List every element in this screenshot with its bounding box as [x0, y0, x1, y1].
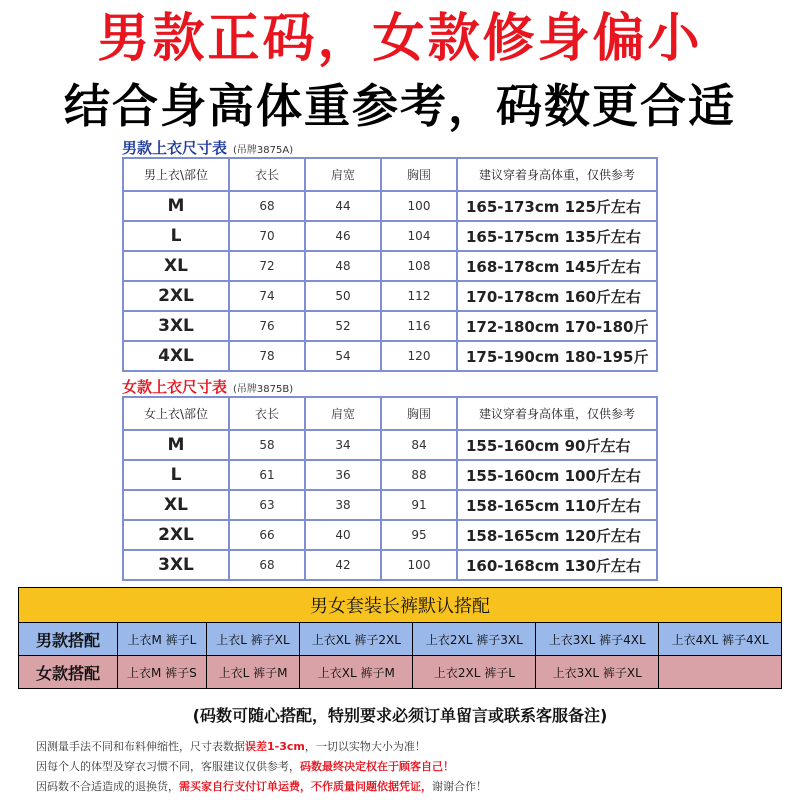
chest-cell: 91 [381, 490, 457, 520]
table-row [123, 341, 657, 371]
men-combo-cell: 上衣2XL 裤子3XL [413, 623, 536, 656]
length-cell: 63 [229, 490, 305, 520]
men-table-caption [122, 137, 293, 158]
fine-1b: 误差1-3cm [245, 740, 305, 753]
size-cell: M [123, 430, 229, 460]
table-header-row [123, 397, 657, 430]
header-part: 男上衣\部位 [123, 158, 229, 191]
women-table-title: 女款上衣尺寸表 [122, 378, 228, 396]
women-combo-cell: 上衣M 裤子S [118, 656, 207, 689]
length-cell: 68 [229, 550, 305, 580]
header-shoulder: 肩宽 [305, 397, 381, 430]
women-combo-cell: 上衣L 裤子M [206, 656, 299, 689]
chest-cell: 95 [381, 520, 457, 550]
fine-print-3 [36, 778, 487, 794]
chest-cell: 116 [381, 311, 457, 341]
table-row [123, 281, 657, 311]
header-part: 女上衣\部位 [123, 397, 229, 430]
men-table-tag: (吊牌3875A) [233, 145, 294, 156]
shoulder-cell: 44 [305, 191, 381, 221]
men-combo-label: 男款搭配 [19, 623, 118, 656]
size-cell: 3XL [123, 550, 229, 580]
table-row [123, 221, 657, 251]
chest-cell: 108 [381, 251, 457, 281]
shoulder-cell: 42 [305, 550, 381, 580]
shoulder-cell: 38 [305, 490, 381, 520]
length-cell: 76 [229, 311, 305, 341]
chest-cell: 100 [381, 550, 457, 580]
women-combo-cell: 上衣XL 裤子M [300, 656, 413, 689]
table-row [123, 520, 657, 550]
women-table-tag: (吊牌3875B) [233, 384, 294, 395]
headline-fit: 男款正码，女款修身偏小 [97, 8, 703, 69]
size-cell: L [123, 221, 229, 251]
shoulder-cell: 36 [305, 460, 381, 490]
suggestion-cell: 165-173cm 125斤左右 [457, 191, 657, 221]
shoulder-cell: 40 [305, 520, 381, 550]
size-cell: 2XL [123, 281, 229, 311]
table-row [123, 191, 657, 221]
header-suggestion: 建议穿着身高体重，仅供参考 [457, 397, 657, 430]
women-combo-cell: 上衣2XL 裤子L [413, 656, 536, 689]
women-table-caption [122, 376, 293, 397]
length-cell: 61 [229, 460, 305, 490]
headline-advice: 结合身高体重参考，码数更合适 [64, 79, 736, 133]
suggestion-cell: 168-178cm 145斤左右 [457, 251, 657, 281]
table-row [123, 490, 657, 520]
header-length: 衣长 [229, 397, 305, 430]
table-header-row [123, 158, 657, 191]
fine-3a: 因码数不合适造成的退换货， [36, 780, 179, 793]
men-combo-cell: 上衣M 裤子L [118, 623, 207, 656]
length-cell: 70 [229, 221, 305, 251]
women-combo-cell: 上衣3XL 裤子XL [536, 656, 659, 689]
suggestion-cell: 172-180cm 170-180斤 [457, 311, 657, 341]
women-combo-cell [659, 656, 782, 689]
chest-cell: 112 [381, 281, 457, 311]
fine-3b: 需买家自行支付订单运费，不作质量问题依据凭证， [179, 780, 432, 793]
chest-cell: 104 [381, 221, 457, 251]
men-combo-cell: 上衣4XL 裤子4XL [659, 623, 782, 656]
combo-title: 男女套装长裤默认搭配 [19, 588, 782, 623]
size-cell: L [123, 460, 229, 490]
table-row [123, 460, 657, 490]
women-combo-row [19, 656, 782, 689]
size-cell: M [123, 191, 229, 221]
women-size-table [122, 396, 658, 581]
size-cell: 4XL [123, 341, 229, 371]
header-chest: 胸围 [381, 397, 457, 430]
shoulder-cell: 50 [305, 281, 381, 311]
suggestion-cell: 155-160cm 100斤左右 [457, 460, 657, 490]
length-cell: 58 [229, 430, 305, 460]
men-combo-cell: 上衣XL 裤子2XL [300, 623, 413, 656]
length-cell: 72 [229, 251, 305, 281]
chest-cell: 120 [381, 341, 457, 371]
fine-print-2 [36, 758, 454, 774]
men-size-table [122, 157, 658, 372]
table-row [123, 311, 657, 341]
chest-cell: 84 [381, 430, 457, 460]
men-combo-row [19, 623, 782, 656]
men-combo-cell: 上衣3XL 裤子4XL [536, 623, 659, 656]
suggestion-cell: 165-175cm 135斤左右 [457, 221, 657, 251]
shoulder-cell: 54 [305, 341, 381, 371]
header-chest: 胸围 [381, 158, 457, 191]
women-combo-label: 女款搭配 [19, 656, 118, 689]
pants-combo-table [18, 587, 782, 689]
header-shoulder: 肩宽 [305, 158, 381, 191]
suggestion-cell: 158-165cm 110斤左右 [457, 490, 657, 520]
fine-2b: 码数最终决定权在于顾客自己！ [300, 760, 454, 773]
fine-3c: 谢谢合作！ [432, 780, 487, 793]
length-cell: 74 [229, 281, 305, 311]
chest-cell: 100 [381, 191, 457, 221]
size-cell: 2XL [123, 520, 229, 550]
suggestion-cell: 175-190cm 180-195斤 [457, 341, 657, 371]
suggestion-cell: 170-178cm 160斤左右 [457, 281, 657, 311]
shoulder-cell: 34 [305, 430, 381, 460]
shoulder-cell: 48 [305, 251, 381, 281]
size-cell: XL [123, 251, 229, 281]
header-length: 衣长 [229, 158, 305, 191]
size-cell: 3XL [123, 311, 229, 341]
table-row [123, 430, 657, 460]
chest-cell: 88 [381, 460, 457, 490]
size-cell: XL [123, 490, 229, 520]
suggestion-cell: 160-168cm 130斤左右 [457, 550, 657, 580]
header-suggestion: 建议穿着身高体重，仅供参考 [457, 158, 657, 191]
table-row [123, 251, 657, 281]
table-row [123, 550, 657, 580]
fine-print-1 [36, 738, 426, 754]
men-table-title: 男款上衣尺寸表 [122, 139, 228, 157]
shoulder-cell: 46 [305, 221, 381, 251]
length-cell: 68 [229, 191, 305, 221]
shoulder-cell: 52 [305, 311, 381, 341]
men-combo-cell: 上衣L 裤子XL [206, 623, 299, 656]
fine-1a: 因测量手法不同和布料伸缩性，尺寸表数据 [36, 740, 245, 753]
suggestion-cell: 155-160cm 90斤左右 [457, 430, 657, 460]
custom-combo-note: (码数可随心搭配，特别要求必须订单留言或联系客服备注) [192, 706, 608, 725]
fine-2a: 因每个人的体型及穿衣习惯不同，客服建议仅供参考， [36, 760, 300, 773]
length-cell: 78 [229, 341, 305, 371]
suggestion-cell: 158-165cm 120斤左右 [457, 520, 657, 550]
length-cell: 66 [229, 520, 305, 550]
fine-1c: ，一切以实物大小为准！ [304, 740, 426, 753]
